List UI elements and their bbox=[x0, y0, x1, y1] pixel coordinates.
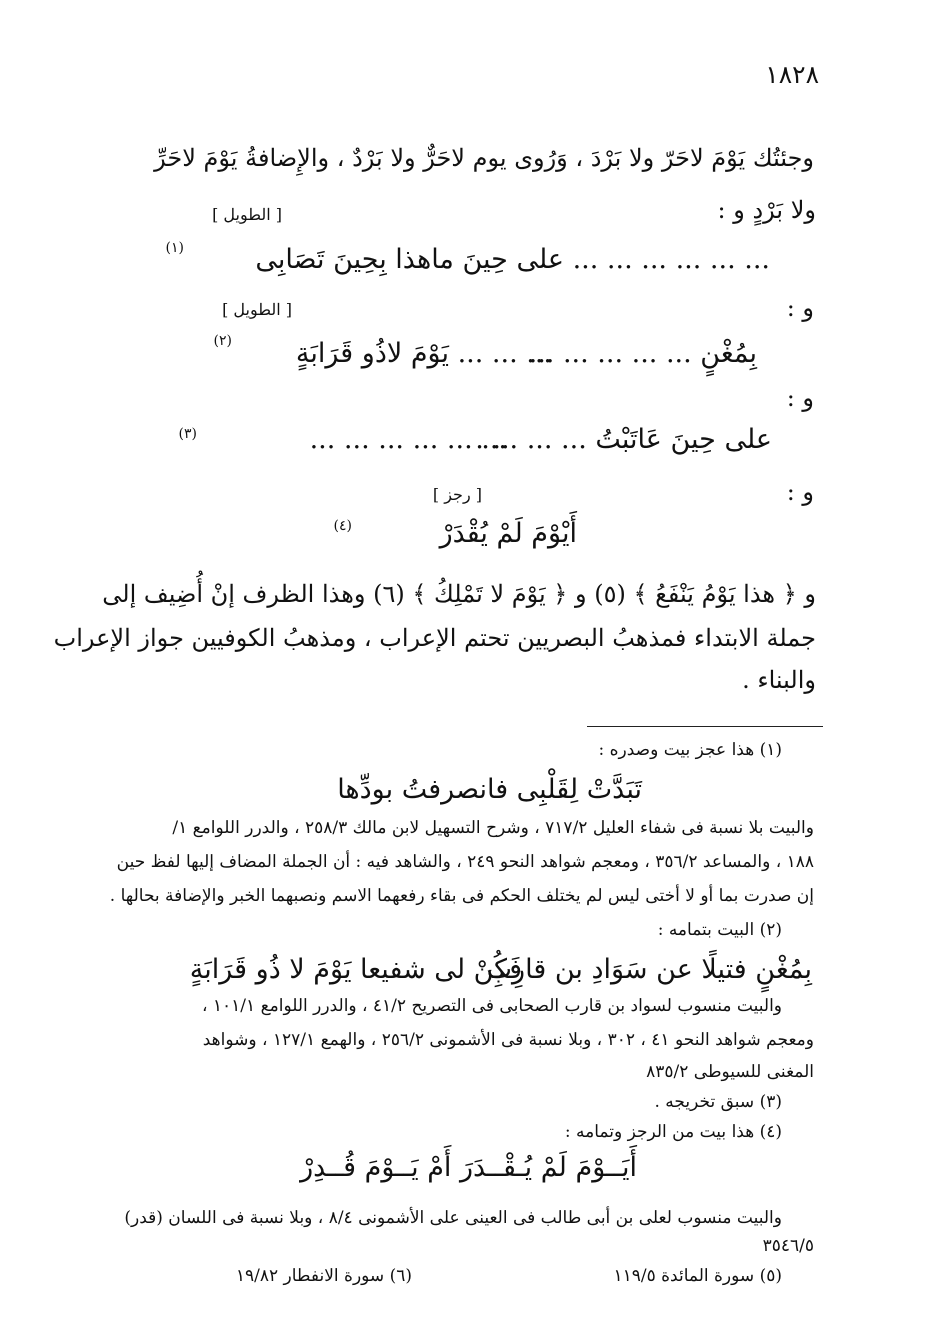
footnote-text: والبيت بلا نسبة فى شفاء العليل ٧١٧/٢ ، وشرح التسهيل لابن مالك ٢٥٨/٣ ، والدرر اللوامع ١/ bbox=[172, 818, 814, 838]
poem-verse: ... ... ... ... ... ... على حِينَ ماهذا بِحِينَ تَصَابِى bbox=[255, 244, 770, 275]
meter-label: [ الطويل ] bbox=[222, 300, 292, 319]
footnote-text: والبيت منسوب لسواد بن قارب الصحابى فى التصريح ٤١/٢ ، والدرر اللوامع ١٠١/١ ، bbox=[202, 996, 782, 1016]
verse-intro: و : bbox=[786, 478, 814, 506]
poem-verse-first-half: ... ... ... يَوْمَ لاذُو قَرَابَةٍ bbox=[295, 338, 552, 369]
body-paragraph-line: جملة الابتداء فمذهبُ البصريين تحتم الإعراب ، ومذهبُ الكوفيين جواز الإعراب bbox=[53, 624, 816, 652]
footnote-separator bbox=[587, 726, 823, 727]
footnote-ref: (٣) bbox=[178, 426, 197, 442]
meter-label: [ رجز ] bbox=[432, 485, 482, 504]
poem-verse-second-half: ... ... ... ... ... ... bbox=[309, 424, 507, 455]
poem-verse-second-half: بِمُغْنٍ ... ... ... ... ... bbox=[528, 338, 757, 369]
footnote-verse-first-half: فَكُنْ لى شفيعا يَوْمَ لا ذُو قَرَابَةٍ bbox=[189, 954, 522, 985]
footnote-verse: أَيَــوْمَ لَمْ يُـقْــدَرَ أَمْ يَــوْمَ قُــدِرْ bbox=[300, 1152, 637, 1183]
verse-intro: و : bbox=[786, 384, 814, 412]
footnote-text: إن صدرت بما أو لا أختى ليس لم يختلف الحكم فى بقاء رفعهما الاسم ونصبهما الخبر والإضافة بحالها . bbox=[109, 886, 814, 906]
poem-verse: أَيْوْمَ لَمْ يُقْدَرْ bbox=[439, 518, 577, 549]
footnote-text: والبيت منسوب لعلى بن أبى طالب فى العينى على الأشمونى ٨/٤ ، وبلا نسبة فى اللسان (قدر) bbox=[124, 1208, 782, 1228]
footnote-intro: (٤) هذا بيت من الرجز وتمامه : bbox=[564, 1122, 782, 1142]
footnote-verse-second-half: بِمُغْنٍ فتيلًا عن سَوَادِ بن قارِبِ bbox=[486, 954, 812, 985]
body-paragraph-line: والبناء . bbox=[742, 666, 816, 694]
meter-label: [ الطويل ] bbox=[212, 205, 282, 224]
footnote-text: ومعجم شواهد النحو ٤١ ، ٣٠٢ ، وبلا نسبة فى الأشمونى ٢٥٦/٢ ، والهمع ١٢٧/١ ، وشواهد bbox=[202, 1030, 814, 1050]
body-paragraph-line: و ﴿ هذا يَوْمُ يَنْفَعُ ﴾ (٥) و ﴿ يَوْمَ لا تَمْلِكُ ﴾ (٦) وهذا الظرف إنْ أُضِيف إلى bbox=[102, 580, 816, 608]
footnote-text: ٣٥٤٦/٥ bbox=[762, 1236, 814, 1256]
footnote-ref: (١) bbox=[165, 240, 184, 256]
footnote-intro: (٢) البيت بتمامه : bbox=[657, 920, 782, 940]
body-line-1: وجئتُك يَوْمَ لاحَرّ ولا بَرْدَ ، وَرُوى يوم لاحَرٌّ ولا بَرْدٌ ، والإِضافةُ يَوْمَ لاحَرِّ bbox=[154, 144, 814, 172]
footnote-text: (٣) سبق تخريجه . bbox=[654, 1092, 782, 1112]
footnote-text: (٦) سورة الانفطار ١٩/٨٢ bbox=[235, 1266, 412, 1286]
footnote-text: المغنى للسيوطى ٨٣٥/٢ bbox=[646, 1062, 814, 1082]
poem-verse-first-half: على حِينَ عَاتَبْتُ ... ... ... . bbox=[475, 424, 772, 455]
page-number: ١٨٢٨ bbox=[765, 60, 819, 89]
footnote-text: (٥) سورة المائدة ١١٩/٥ bbox=[613, 1266, 782, 1286]
body-line-2: ولا بَرْدٍ و : bbox=[717, 196, 816, 224]
footnote-intro: (١) هذا عجز بيت وصدره : bbox=[598, 740, 782, 760]
footnote-ref: (٤) bbox=[333, 518, 352, 534]
footnote-text: ١٨٨ ، والمساعد ٣٥٦/٢ ، ومعجم شواهد النحو ٢٤٩ ، والشاهد فيه : أن الجملة المضاف إليها لفظ حين bbox=[116, 852, 814, 872]
verse-intro: و : bbox=[786, 294, 814, 322]
footnote-verse: تَبَدَّتْ لِقَلْبِى فانصرفتُ بودِّها bbox=[337, 774, 642, 805]
footnote-ref: (٢) bbox=[213, 333, 232, 349]
